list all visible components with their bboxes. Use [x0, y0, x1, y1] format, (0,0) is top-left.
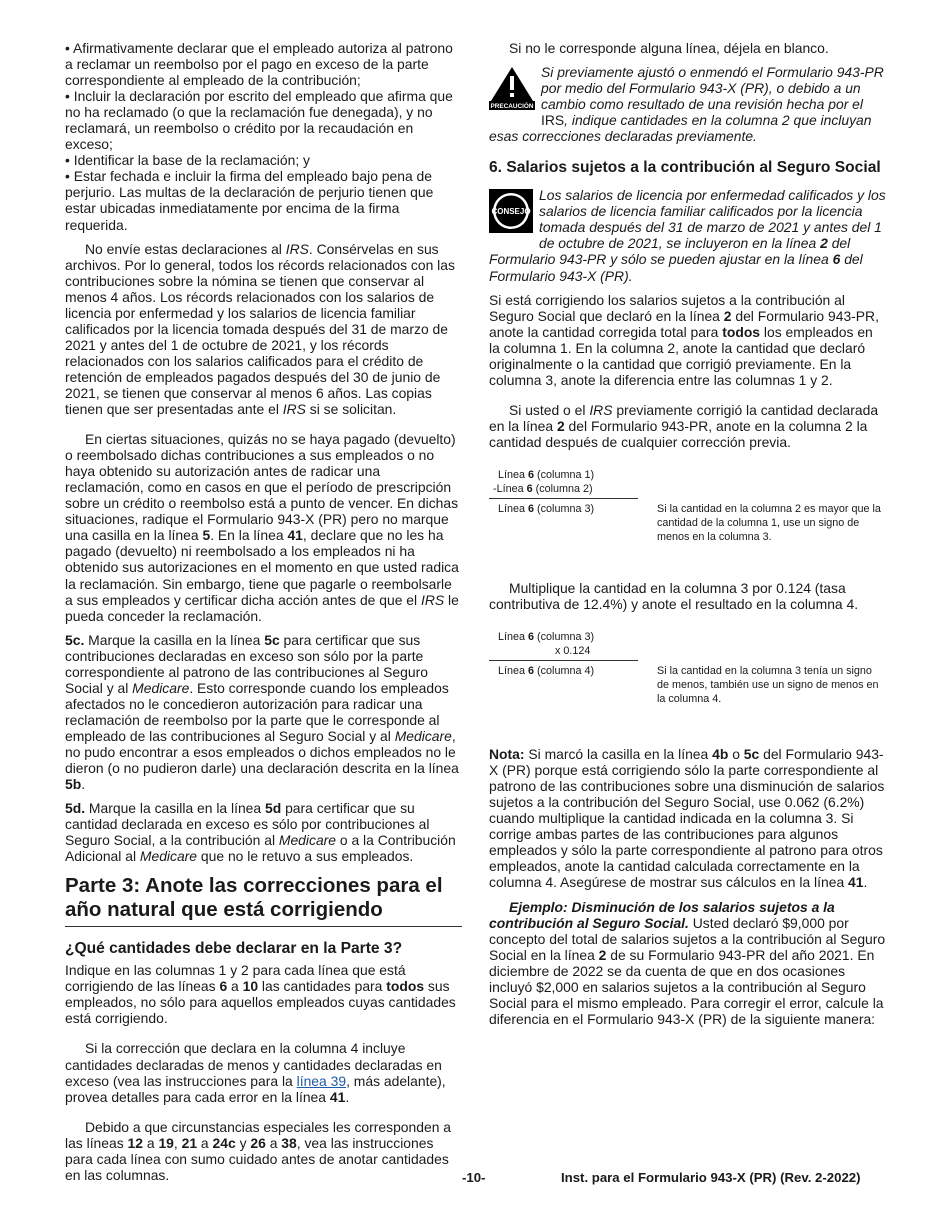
paragraph-example: Ejemplo: Disminución de los salarios sujetos a la contribución al Seguro Social. Usted declaró $9,000 por concepto del total de salarios sujetos a la contribución al Seguro Social en la línea 2 de su Formulario 943-PR del año 2021. En diciembre de 2022 se da cuenta de que en dos ocasiones incluyó $2,000 en salarios sujetos a la contribución al Seguro Social para el mismo empleado. Para corregir el error, calcule la diferencia en el Formulario 943-X (PR) de la siguiente manera:: [489, 898, 886, 1027]
calc2-line-col3: Línea 6 (columna 3): [498, 631, 595, 644]
paragraph-nota: Nota: Si marcó la casilla en la línea 4b o 5c del Formulario 943-X (PR) porque está corrigiendo sólo la parte correspondiente al patrono de las contribuciones sobre una disminución de salarios sujetos a la contribución del Seguro Social, use 0.062 (6.2%) cuando multiplique la cantidad indicada en la columna 3. Si corrige ambas partes de las contribuciones para algunos empleados y sólo la parte correspondiente al patrono para otros empleados, anote la cantidad calculada correctamente en la columna 4. Asegúrese de mostrar sus cálculos en la línea 41.: [489, 746, 885, 891]
caution-text: Si previamente ajustó o enmendó el Formulario 943-PR por medio del Formulario 943-X (PR), o debido a un cambio como resultado de una revisión hecha por el IRS, indique cantidades en la columna 2 que incluyan esas correcciones declaradas previamente.: [489, 64, 884, 145]
caution-note: [489, 64, 886, 144]
tip-text: Los salarios de licencia por enfermedad calificados y los salarios de licencia familiar calificados por la licencia tomada después del 31 de marzo de 2021 y antes del 1 de octubre de 2021, se incluyeron en la línea 2 del Formulario 943-PR y sólo se pueden ajustar en la línea 6 del Formulario 943-X (PR).: [489, 187, 886, 284]
calculation-column-4: [489, 630, 886, 722]
part-3-heading: Parte 3: Anote las correcciones para el año natural que está corrigiendo: [65, 874, 462, 927]
calculation-column-3: [489, 468, 886, 560]
left-column: [65, 40, 462, 1183]
calc2-line-col4: Línea 6 (columna 4): [498, 665, 595, 678]
bullet-identify-basis: • Identificar la base de la reclamación; y: [65, 152, 310, 169]
calc-rule: [489, 498, 638, 499]
tip-note: [489, 187, 886, 283]
document-title-footer: Inst. para el Formulario 943-X (PR) (Rev. 2-2022): [561, 1170, 861, 1185]
tip-label: CONSEJO: [491, 207, 531, 217]
paragraph-special-lines: Debido a que circunstancias especiales les corresponden a las líneas 12 a 19, 21 a 24c y 26 a 38, vea las instrucciones para cada línea con sumo cuidado antes de anotar cantidades en las columnas.: [65, 1118, 452, 1183]
calc2-rule: [489, 660, 638, 661]
paragraph-columns: Indique en las columnas 1 y 2 para cada línea que está corrigiendo de las líneas 6 a 10 las cantidades para todos sus empleados, no sólo para aquellos empleados cuyas cantidades está corrigiendo.: [65, 962, 456, 1027]
paragraph-5d: 5d. Marque la casilla en la línea 5d para certificar que su cantidad declarada en exceso es sólo por contribuciones al Seguro Social, a la contribución al Medicare o a la Contribución Adicional al Medicare que no le retuvo a sus empleados.: [65, 800, 456, 865]
page-number: -10-: [462, 1170, 486, 1185]
calc-line-col3: Línea 6 (columna 3): [498, 502, 595, 515]
tip-icon: [489, 189, 533, 238]
line-39-link[interactable]: línea 39: [296, 1072, 347, 1089]
calc-side-note: Si la cantidad en la columna 2 es mayor que la cantidad de la columna 1, use un signo de menos en la columna 3.: [657, 502, 881, 543]
paragraph-previous-correction: Si usted o el IRS previamente corrigió la cantidad declarada en la línea 2 del Formulario 943-PR, anote en la columna 2 la cantidad después de cualquier corrección previa.: [489, 401, 879, 450]
caution-icon: [489, 66, 535, 115]
paragraph-multiply: Multiplique la cantidad en la columna 3 por 0.124 (tasa contributiva de 12.4%) y anote el resultado en la columna 4.: [489, 579, 859, 613]
calc-line-col1: Línea 6 (columna 1): [498, 468, 595, 481]
calc2-multiplier: x 0.124: [555, 645, 591, 658]
paragraph-blank-line: Si no le corresponde alguna línea, déjela en blanco.: [509, 40, 829, 56]
paragraph-records: No envíe estas declaraciones al IRS. Consérvelas en sus archivos. Por lo general, todos los récords relacionados con las contribuciones sobre la nómina se tienen que conservar al menos 4 años. Los récords relacionados con los salarios de licencia por enfermedad y los salarios de licencia familiar calificados por la licencia tomada después del 31 de marzo de 2021 y antes del 1 de octubre de 2021, y los récords relacionados con los salarios calificados para el crédito de retención de empleados pagados después del 30 de junio de 2021, se tienen que conservar al menos 6 años. Las copias tienen que ser presentadas ante el IRS si se solicitan.: [65, 240, 455, 418]
caution-label: PRECAUCIÓN: [490, 103, 534, 111]
calc2-side-note: Si la cantidad en la columna 3 tenía un signo de menos, también use un signo de menos en la columna 4.: [657, 665, 879, 706]
bullet-dated-signed: • Estar fechada e incluir la firma del empleado bajo pena de perjurio. Las multas de la declaración de perjurio tienen que estar ubicadas inmediatamente por encima de la firma requerida.: [65, 168, 434, 233]
bullet-written-statement: • Incluir la declaración por escrito del empleado que afirma que no ha reclamado (o que la reclamación fue denegada), y no reclamará, un reembolso o crédito por la recaudación en exceso;: [65, 88, 453, 153]
calc-line-col2: -Línea 6 (columna 2): [493, 482, 593, 495]
right-column: [489, 40, 886, 1027]
paragraph-correcting-wages: Si está corrigiendo los salarios sujetos a la contribución al Seguro Social que declaró en la línea 2 del Formulario 943-PR, anote la cantidad corregida total para todos los empleados en la columna 1. En la columna 2, anote la cantidad que declaró originalmente o la cantidad que corrigió previamente. En la columna 3, anote la diferencia entre las columnas 1 y 2.: [489, 291, 879, 388]
paragraph-5c: 5c. Marque la casilla en la línea 5c para certificar que sus contribuciones declaradas en exceso son sólo por la parte correspondiente al patrono de las contribuciones al Seguro Social y al Medicare. Esto corresponde cuando los empleados afectados no le concedieron autorización para radicar una reclamación de reembolso por la parte que le corresponde al empleado de las contribuciones al Seguro Social y al Medicare, no pudo encontrar a esos empleados o dichos empleados no le dieron (o no pudieron darle) una declaración descrita en la línea 5b.: [65, 631, 459, 793]
paragraph-situations: En ciertas situaciones, quizás no se haya pagado (devuelto) o reembolsado dichas contribuciones a sus empleados o no haya obtenido su autorización antes de radicar una reclamación, como en casos en que el período de prescripción sobre un crédito o reembolso está a punto de vencer. En dichas situaciones, radique el Formulario 943-X (PR) pero no marque una casilla en la línea 5. En la línea 41, declare que no les ha pagado (devuelto) ni reembolsado a los empleados ni ha obtenido sus autorizaciones en el momento en que usted radica la reclamación. Sin embargo, tiene que pagarle o reembolsarle a sus empleados y certificar dicha acción antes de que el IRS le pueda conceder la reclamación.: [65, 431, 459, 624]
bullet-authorize: • Afirmativamente declarar que el empleado autoriza al patrono a reclamar un reembolso por el pago en exceso de la parte correspondiente al empleado de la contribución;: [65, 40, 453, 89]
paragraph-column-4: Si la corrección que declara en la columna 4 incluye cantidades declaradas de menos y cantidades declaradas en exceso (vea las instrucciones para la línea 39, más adelante), provea detalles para cada error en la línea 41.: [65, 1040, 446, 1105]
section-6-heading: 6. Salarios sujetos a la contribución al Seguro Social: [489, 159, 881, 177]
question-heading: ¿Qué cantidades debe declarar en la Parte 3?: [65, 940, 403, 958]
